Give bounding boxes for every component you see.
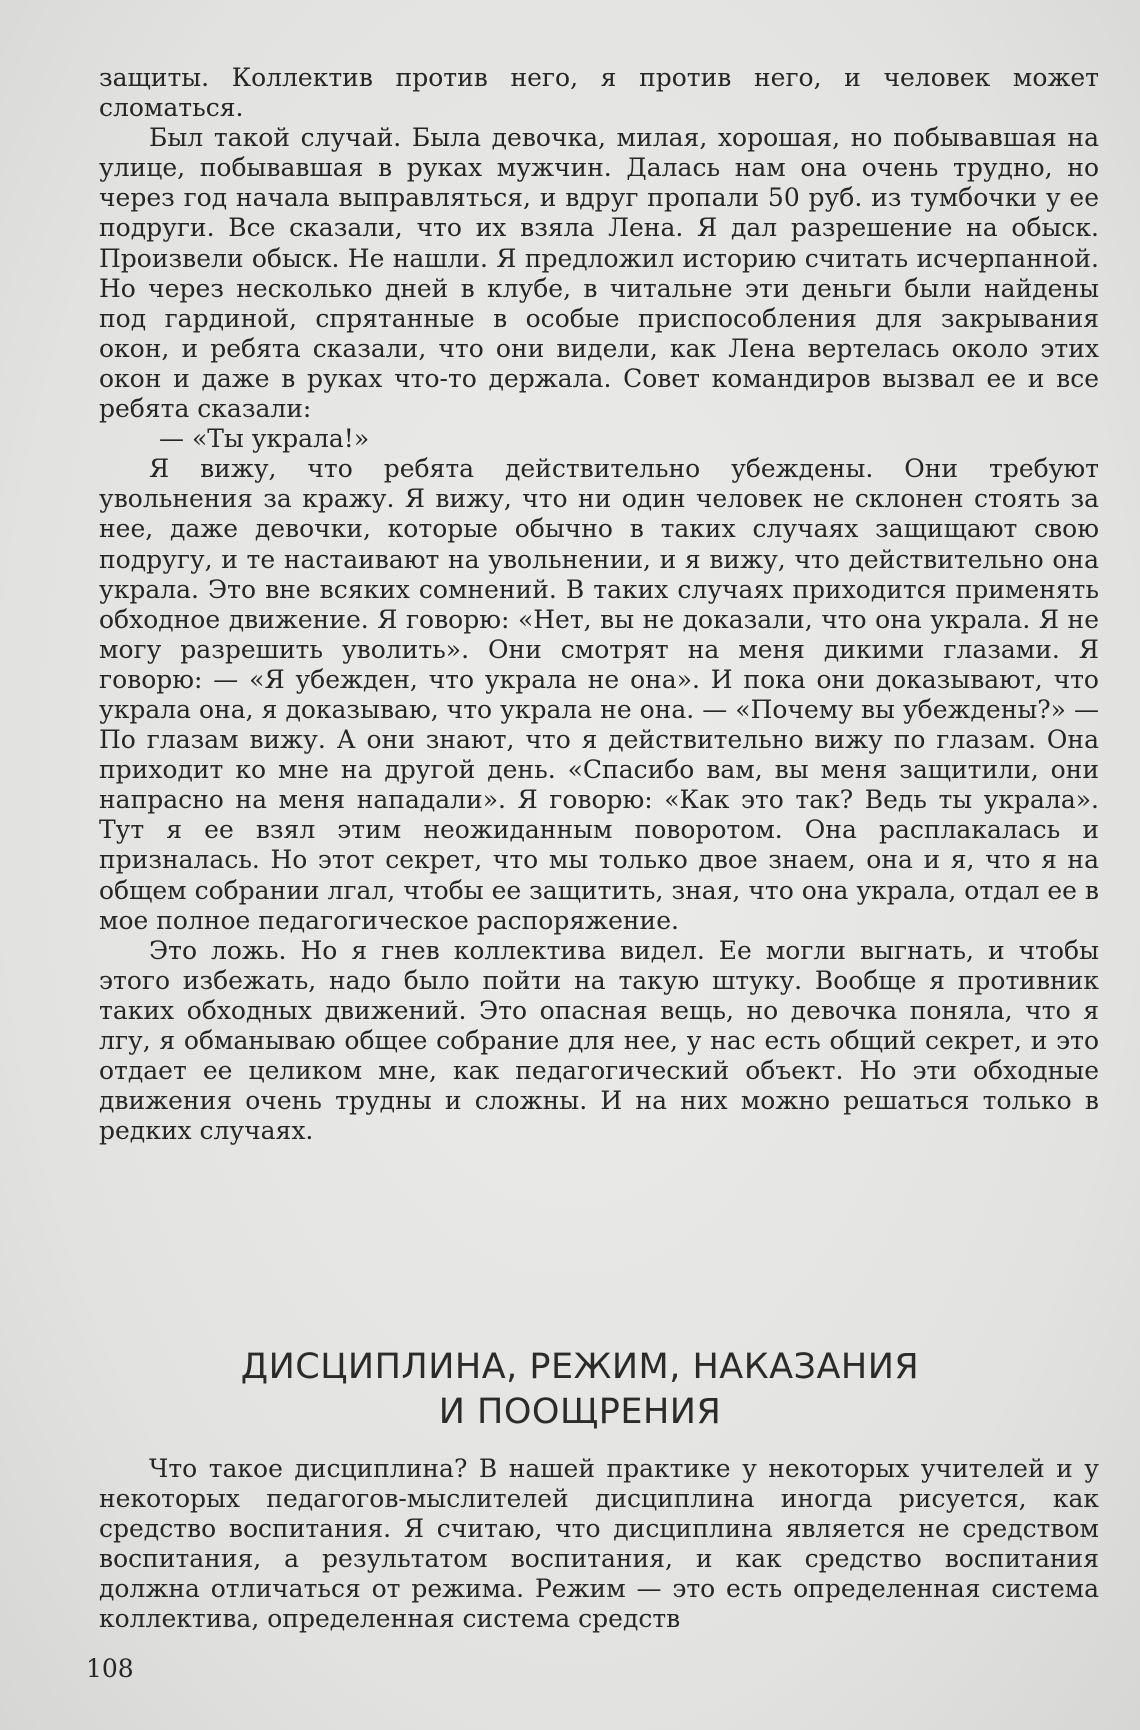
paragraph-incident: Был такой случай. Была девочка, милая, хорошая, но побывавшая на улице, побывавшая в руках мужчин. Далась нам она очень трудно, но через год начала выправляться, и вдруг пропали 50 руб. из тумбочки у ее подруги. Все сказали, что их взяла Лена. Я дал разрешение на обыск. Произвели обыск. Не нашли. Я предложил историю считать исчерпанной. Но через несколько дней в клубе, в читальне эти деньги были найдены под гардиной, спрятанные в особые приспособления для закрывания окон, и ребята сказали, что они видели, как Лена вертелась около этих окон и даже в руках что-то держала. Совет командиров вызвал ее и все ребята сказали: xyxy=(99,123,1099,424)
paragraph-quote: — «Ты украла!» xyxy=(159,424,370,454)
page-number: 108 xyxy=(86,1654,134,1683)
paragraph-lie: Это ложь. Но я гнев коллектива видел. Ее могли выгнать, и чтобы этого избежать, надо было пойти на такую штуку. Вообще я противник таких обходных движений. Это опасная вещь, но девочка поняла, что я лгу, я обманываю общее собрание для нее, у нас есть общий секрет, и это отдает ее целиком мне, как педагогический объект. Но эти обходные движения очень трудны и сложны. И на них можно решаться только в редких случаях. xyxy=(99,935,1099,1146)
paragraph-continuation: защиты. Коллектив против него, я против него, и человек может сломаться. xyxy=(99,63,1099,123)
paragraph-discipline: Что такое дисциплина? В нашей практике у некоторых учителей и у некоторых педагогов-мыслителей дисциплина иногда рисуется, как средство воспитания. Я считаю, что дисциплина является не средством воспитания, а результатом воспитания, и как средство воспитания должна отличаться от режима. Режим — это есть определенная система коллектива, определенная система средств xyxy=(99,1454,1099,1634)
section-title-line-2: И ПООЩРЕНИЯ xyxy=(438,1392,722,1432)
section-text-block xyxy=(99,1454,1099,1635)
paragraph-detour: Я вижу, что ребята действительно убеждены. Они требуют увольнения за кражу. Я вижу, что ни один человек не склонен стоять за нее, даже девочки, которые обычно в таких случаях защищают свою подругу, и те настаивают на увольнении, и я вижу, что действительно она украла. Это вне всяких сомнений. В таких случаях приходится применять обходное движение. Я говорю: «Нет, вы не доказали, что она украла. Я не могу разрешить уволить». Они смотрят на меня дикими глазами. Я говорю: — «Я убежден, что украла не она». И пока они доказывают, что украла она, я доказываю, что украла не она. — «Почему вы убеждены?» — По глазам вижу. А они знают, что я действительно вижу по глазам. Она приходит ко мне на другой день. «Спасибо вам, вы меня защитили, они напрасно на меня нападали». Я говорю: «Как это так? Ведь ты украла». Тут я ее взял этим неожиданным поворотом. Она расплакалась и призналась. Но этот секрет, что мы только двое знаем, она и я, что я на общем собрании лгал, чтобы ее защитить, зная, что она украла, отдал ее в мое полное педагогическое распоряжение. xyxy=(99,454,1099,935)
section-title-line-1: ДИСЦИПЛИНА, РЕЖИМ, НАКАЗАНИЯ xyxy=(240,1347,920,1387)
section-title xyxy=(120,1345,1040,1435)
top-text-block xyxy=(99,63,1099,1146)
